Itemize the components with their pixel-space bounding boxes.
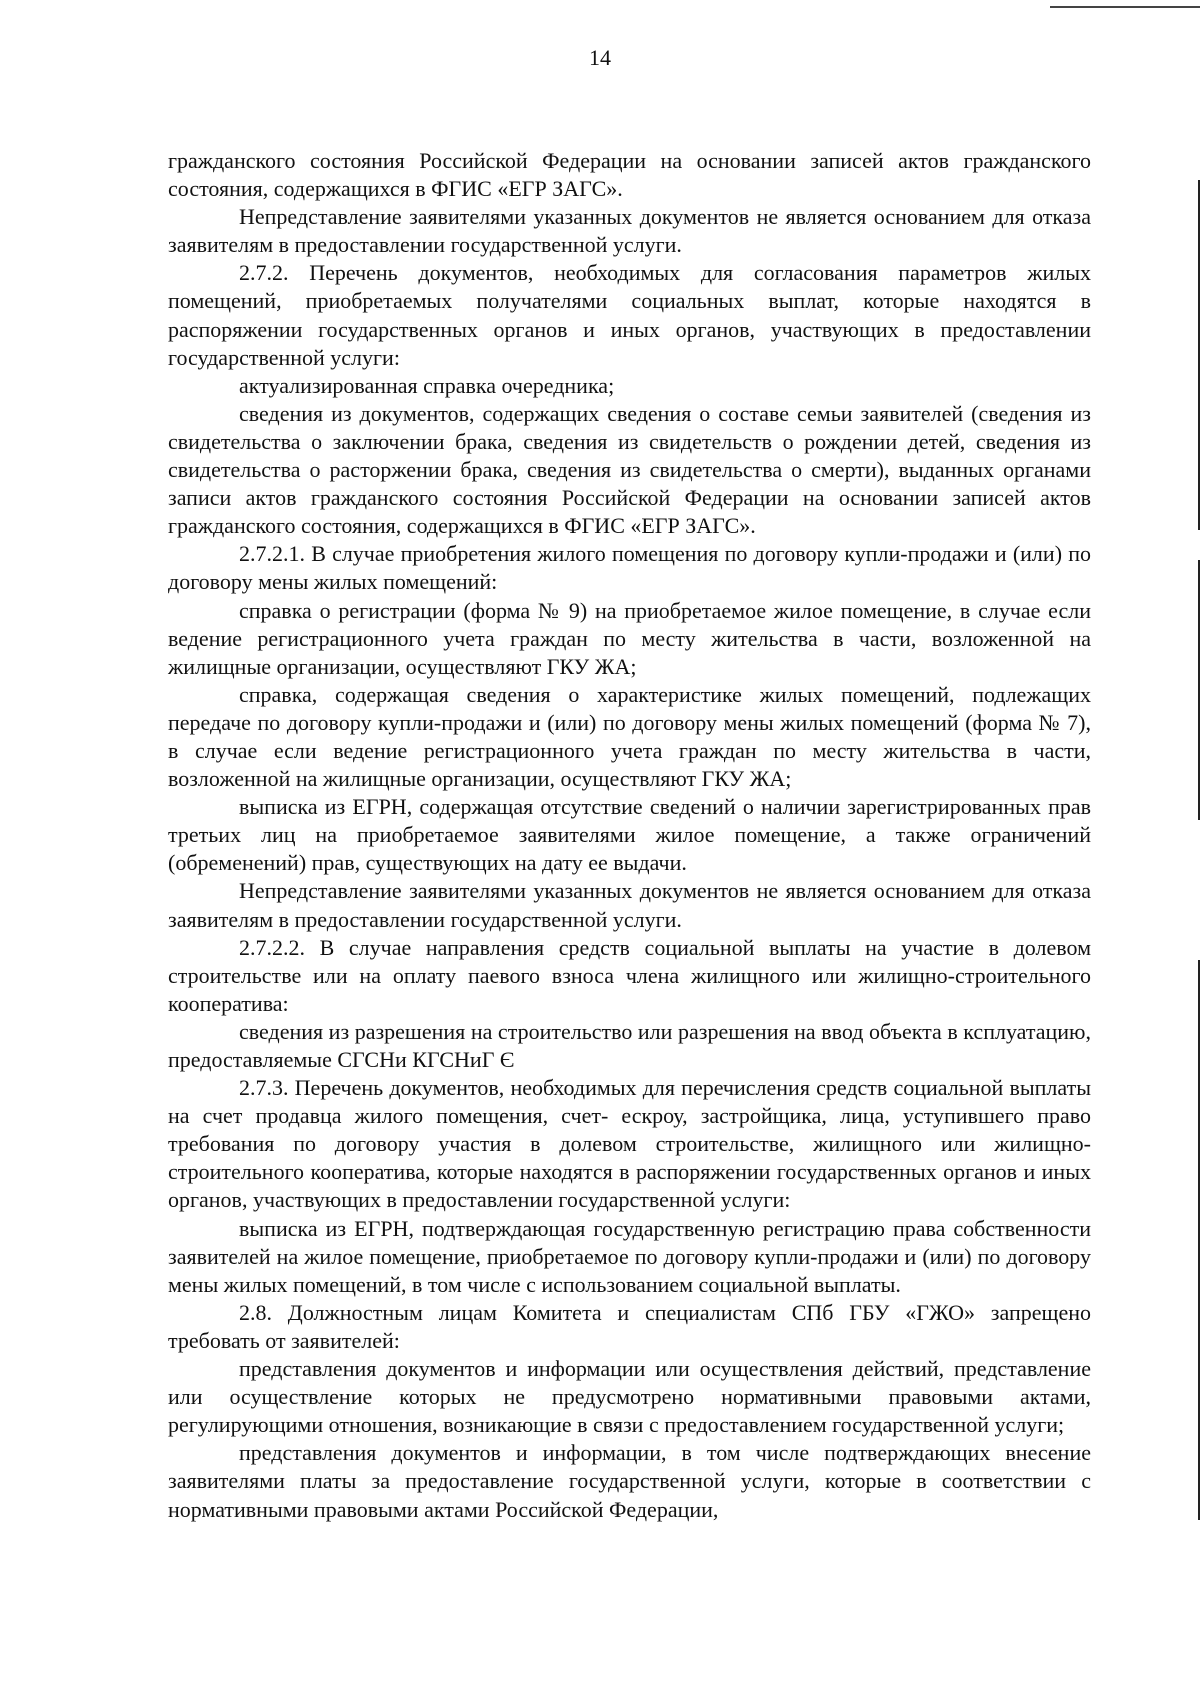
paragraph: Непредставление заявителями указанных документов не является основанием для отказа заявителям в предоставлении государственной услуги.	[168, 878, 1091, 932]
paragraph: Непредставление заявителями указанных документов не является основанием для отказа заявителям в предоставлении государственной услуги.	[168, 204, 1091, 258]
paragraph: справка о регистрации (форма № 9) на приобретаемое жилое помещение, в случае если ведение регистрационного учета граждан по месту жительства в части, возложенной на жилищные организации, осуществляют ГКУ ЖА;	[168, 597, 1091, 679]
paragraph: 2.7.3. Перечень документов, необходимых для перечисления средств социальной выплаты на счет продавца жилого помещения, счет- ескроу, застройщика, лица, уступившего право требования по договору участия в долевом строительстве, жилищного или жилищно-строительного кооператива, которые находятся в распоряжении государственных органов и иных органов, участвующих в предоставлении государственной услуги:	[168, 1075, 1091, 1213]
document-body	[168, 147, 1091, 1524]
paragraph: сведения из документов, содержащих сведения о составе семьи заявителей (сведения из свидетельства о заключении брака, сведения из свидетельств о рождении детей, сведения из свидетельства о расторжении брака, сведения из свидетельства о смерти), выданных органами записи актов гражданского состояния Российской Федерации на основании записей актов гражданского состояния, содержащихся в ФГИС «ЕГР ЗАГС».	[168, 400, 1091, 539]
paragraph: выписка из ЕГРН, содержащая отсутствие сведений о наличии зарегистрированных прав третьих лиц на приобретаемое заявителями жилое помещение, а также ограничений (обременений) прав, существующих на дату ее выдачи.	[168, 794, 1091, 876]
paragraph: представления документов и информации или осуществления действий, представление или осуществление которых не предусмотрено нормативными правовыми актами, регулирующими отношения, возникающие в связи с предоставлением государственной услуги;	[168, 1356, 1091, 1438]
paragraph: сведения из разрешения на строительство или разрешения на ввод объекта в ксплуатацию, предоставляемые СГСНи КГСНиГ Є	[168, 1018, 1091, 1072]
paragraph: 2.7.2.2. В случае направления средств социальной выплаты на участие в долевом строительстве или на оплату паевого взноса члена жилищного или жилищно-строительного кооператива:	[168, 934, 1091, 1016]
paragraph: 2.7.2.1. В случае приобретения жилого помещения по договору купли-продажи и (или) по договору мены жилых помещений:	[168, 541, 1091, 595]
page-number: 14	[589, 45, 611, 70]
paragraph: гражданского состояния Российской Федерации на основании записей актов гражданского состояния, содержащихся в ФГИС «ЕГР ЗАГС».	[168, 148, 1091, 202]
paragraph: актуализированная справка очередника;	[239, 372, 615, 398]
paragraph: 2.8. Должностным лицам Комитета и специалистам СПб ГБУ «ГЖО» запрещено требовать от заявителей:	[168, 1299, 1091, 1353]
paragraph: справка, содержащая сведения о характеристике жилых помещений, подлежащих передаче по договору купли-продажи и (или) по договору мены жилых помещений (форма № 7), в случае если ведение регистрационного учета граждан по месту жительства в части, возложенной на жилищные организации, осуществляют ГКУ ЖА;	[168, 681, 1091, 792]
paragraph: выписка из ЕГРН, подтверждающая государственную регистрацию права собственности заявителей на жилое помещение, приобретаемое по договору купли-продажи и (или) по договору мены жилых помещений, в том числе с использованием социальной выплаты.	[168, 1215, 1091, 1297]
scan-artifact-top-line	[1050, 6, 1200, 8]
paragraph: представления документов и информации, в том числе подтверждающих внесение заявителями платы за предоставление государственной услуги, которые в соответствии с нормативными правовыми актами Российской Федерации,	[168, 1440, 1091, 1522]
paragraph: 2.7.2. Перечень документов, необходимых для согласования параметров жилых помещений, приобретаемых получателями социальных выплат, которые находятся в распоряжении государственных органов и иных органов, участвующих в предоставлении государственной услуги:	[168, 260, 1091, 370]
